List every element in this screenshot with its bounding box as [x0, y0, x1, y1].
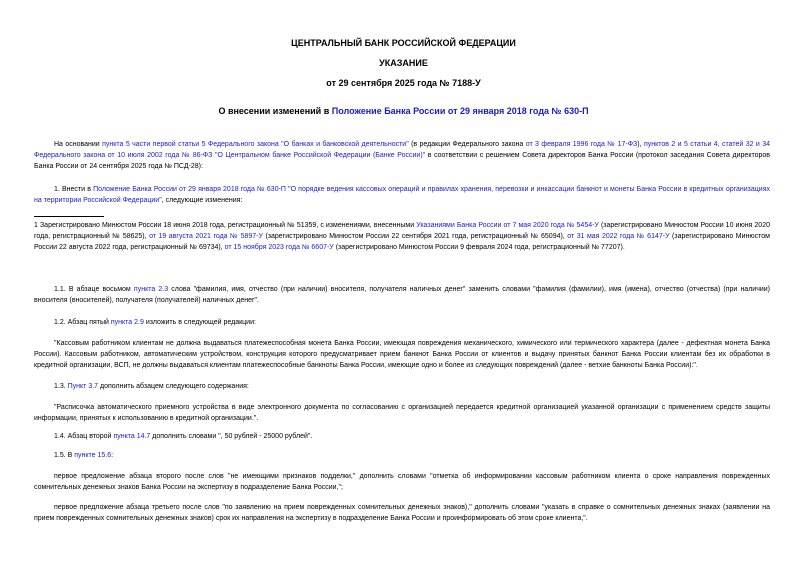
basis-text-1: На основании: [54, 141, 103, 148]
basis-link-law-banks[interactable]: пункта 5 части первой статьи 5 Федерального закона "О банках и банковской деятельности": [102, 141, 409, 148]
subitem-1-3-text: дополнить абзацем следующего содержания:: [98, 383, 249, 390]
document-type: УКАЗАНИЕ: [379, 58, 428, 68]
subitem-1-1-text-2: слова "фамилия, имя, отчество (при наличии) вносителя, получателя наличных денег" заменить словами "фамилия (фамилии), имя (имена), отчество (отчества) (при наличии) вносителя (вносителей), получателя (получателей) наличных денег".: [34, 286, 770, 304]
subitem-1-4-text-1: 1.4. Абзац второй: [54, 433, 114, 440]
document-title: [0, 106, 807, 116]
subitem-1-5: [34, 450, 770, 461]
footnote-text-4: (зарегистрировано Минюстом России 22 августа 2022 года, регистрационный № 69734),: [34, 233, 770, 251]
subitem-1-5-change-1: первое предложение абзаца второго после слов "не имеющими признаков подделки," дополнить словами "отметка об информировании кассовым работником клиента о сроке направления поврежденных сомнительных денежных знаков Банка России на экспертизу в подразделение Банка России,";: [34, 473, 770, 491]
issuer-heading: ЦЕНТРАЛЬНЫЙ БАНК РОССИЙСКОЙ ФЕДЕРАЦИИ: [291, 38, 516, 48]
basis-text-2: (в редакции Федерального закона: [408, 141, 526, 148]
subitem-1-2-link[interactable]: пункта 2.9: [110, 319, 144, 326]
item-1-text-2: , следующие изменения:: [161, 197, 243, 204]
footnote-text-5: (зарегистрировано Минюстом России 9 февраля 2024 года, регистрационный № 77207).: [333, 244, 625, 251]
footnote-link-6147[interactable]: от 31 мая 2022 года № 6147-У: [567, 233, 670, 240]
subitem-1-3: [34, 381, 770, 392]
subitem-1-5-text-1: 1.5. В: [54, 452, 75, 459]
footnote-divider: [34, 216, 104, 217]
subitem-1-2: [34, 317, 770, 328]
basis-paragraph: [34, 139, 770, 172]
footnote-text-1: 1 Зарегистрировано Минюстом России 18 июня 2018 года, регистрационный № 51359, с изменениями, внесенными: [34, 222, 417, 229]
subitem-1-1-text-1: 1.1. В абзаце восьмом: [54, 286, 134, 293]
document-date-number: от 29 сентября 2025 года № 7188-У: [326, 78, 481, 88]
basis-link-law-1996[interactable]: от 3 февраля 1996 года № 17-ФЗ: [525, 141, 638, 148]
quote-new-paragraph-3-7: "Расписочка автоматического приемного устройства в виде электронного документа по согласованию с организацией передается кредитной организацией указанной организации с применением средств защиты информации, принятых к использованию в кредитной организации.".: [34, 404, 770, 422]
title-prefix: О внесении изменений в: [218, 106, 332, 116]
subitem-1-5-link[interactable]: пункте 15.6: [74, 452, 112, 459]
item-1-paragraph: [34, 184, 770, 206]
subitem-1-3-link[interactable]: Пункт 3.7: [67, 383, 99, 390]
item-1-regulation-link[interactable]: Положение Банка России от 29 января 2018 года № 630-П "О порядке ведения кассовых операций и правилах хранения, перевозки и инкассации банкнот и монеты Банка России в кредитных организациях на территории Российской Федерации": [34, 186, 770, 204]
footnote-text-2: (зарегистрировано Минюстом России 10 июня 2020 года, регистрационный № 58625),: [34, 222, 770, 240]
subitem-1-1: [34, 284, 770, 306]
title-regulation-link[interactable]: Положение Банка России от 29 января 2018 года № 630-П: [331, 106, 589, 116]
subitem-1-1-link[interactable]: пункта 2.3: [133, 286, 169, 293]
basis-text-4: в соответствии с решением Совета директоров Банка России (протокол заседания Совета директоров Банка России от 24 сентября 2025 года № ПСД-28):: [34, 152, 770, 170]
subitem-1-4-link[interactable]: пункта 14.7: [113, 433, 151, 440]
subitem-1-4: [34, 431, 770, 442]
quote-new-paragraph-2-9: "Кассовым работником клиентам не должна выдаваться платежеспособная монета Банка России, имеющая повреждения механического, химического или термического характера (далее - дефектная монета Банка России). Кассовым работником, автоматическим устройством, конструкция которого предусматривает прием банкнот Банка России от клиентов и выдачу принятых банкнот Банка России клиентам без их обработки в кредитной организации, ВСП, не должны выдаваться клиентам платежеспособные банкноты Банка России, имеющие одно и более из следующих повреждений (далее - ветхие банкноты Банка России):".: [34, 340, 770, 369]
basis-text-3: ),: [637, 141, 644, 148]
subitem-1-2-text-2: изложить в следующей редакции:: [143, 319, 256, 326]
subitem-1-4-text-2: дополнить словами ", 50 рублей - 25000 рублей".: [150, 433, 313, 440]
subitem-1-5-text-2: :: [111, 452, 114, 459]
footnote-link-5454[interactable]: Указаниями Банка России от 7 мая 2020 года № 5454-У: [416, 222, 599, 229]
footnote: [34, 220, 770, 253]
basis-link-law-cbr[interactable]: пунктов 2 и 5 статьи 4, статей 32 и 34 Федерального закона от 10 июля 2002 года № 86-ФЗ "О Центральном банке Российской Федерации (Банке России)": [34, 141, 770, 159]
footnote-link-6607[interactable]: от 15 ноября 2023 года № 6607-У: [224, 244, 334, 251]
subitem-1-2-text-1: 1.2. Абзац пятый: [54, 319, 111, 326]
footnote-text-3: (зарегистрировано Минюстом России 22 сентября 2021 года, регистрационный № 65094),: [262, 233, 568, 240]
item-1-text-1: 1. Внести в: [54, 186, 94, 193]
subitem-1-5-change-2: первое предложение абзаца третьего после слов "по заявлению на прием поврежденных сомнительных денежных знаков)," дополнить словами "указать в справке о сомнительных денежных знаках (заявлении на прием поврежденных сомнительных денежных знаков) срок их направления на экспертизу в подразделение Банка России и проинформировать об этом сроке клиента,".: [34, 504, 770, 522]
footnote-link-5897[interactable]: от 19 августа 2021 года № 5897-У: [149, 233, 263, 240]
subitem-1-3-number: 1.3.: [54, 383, 68, 390]
